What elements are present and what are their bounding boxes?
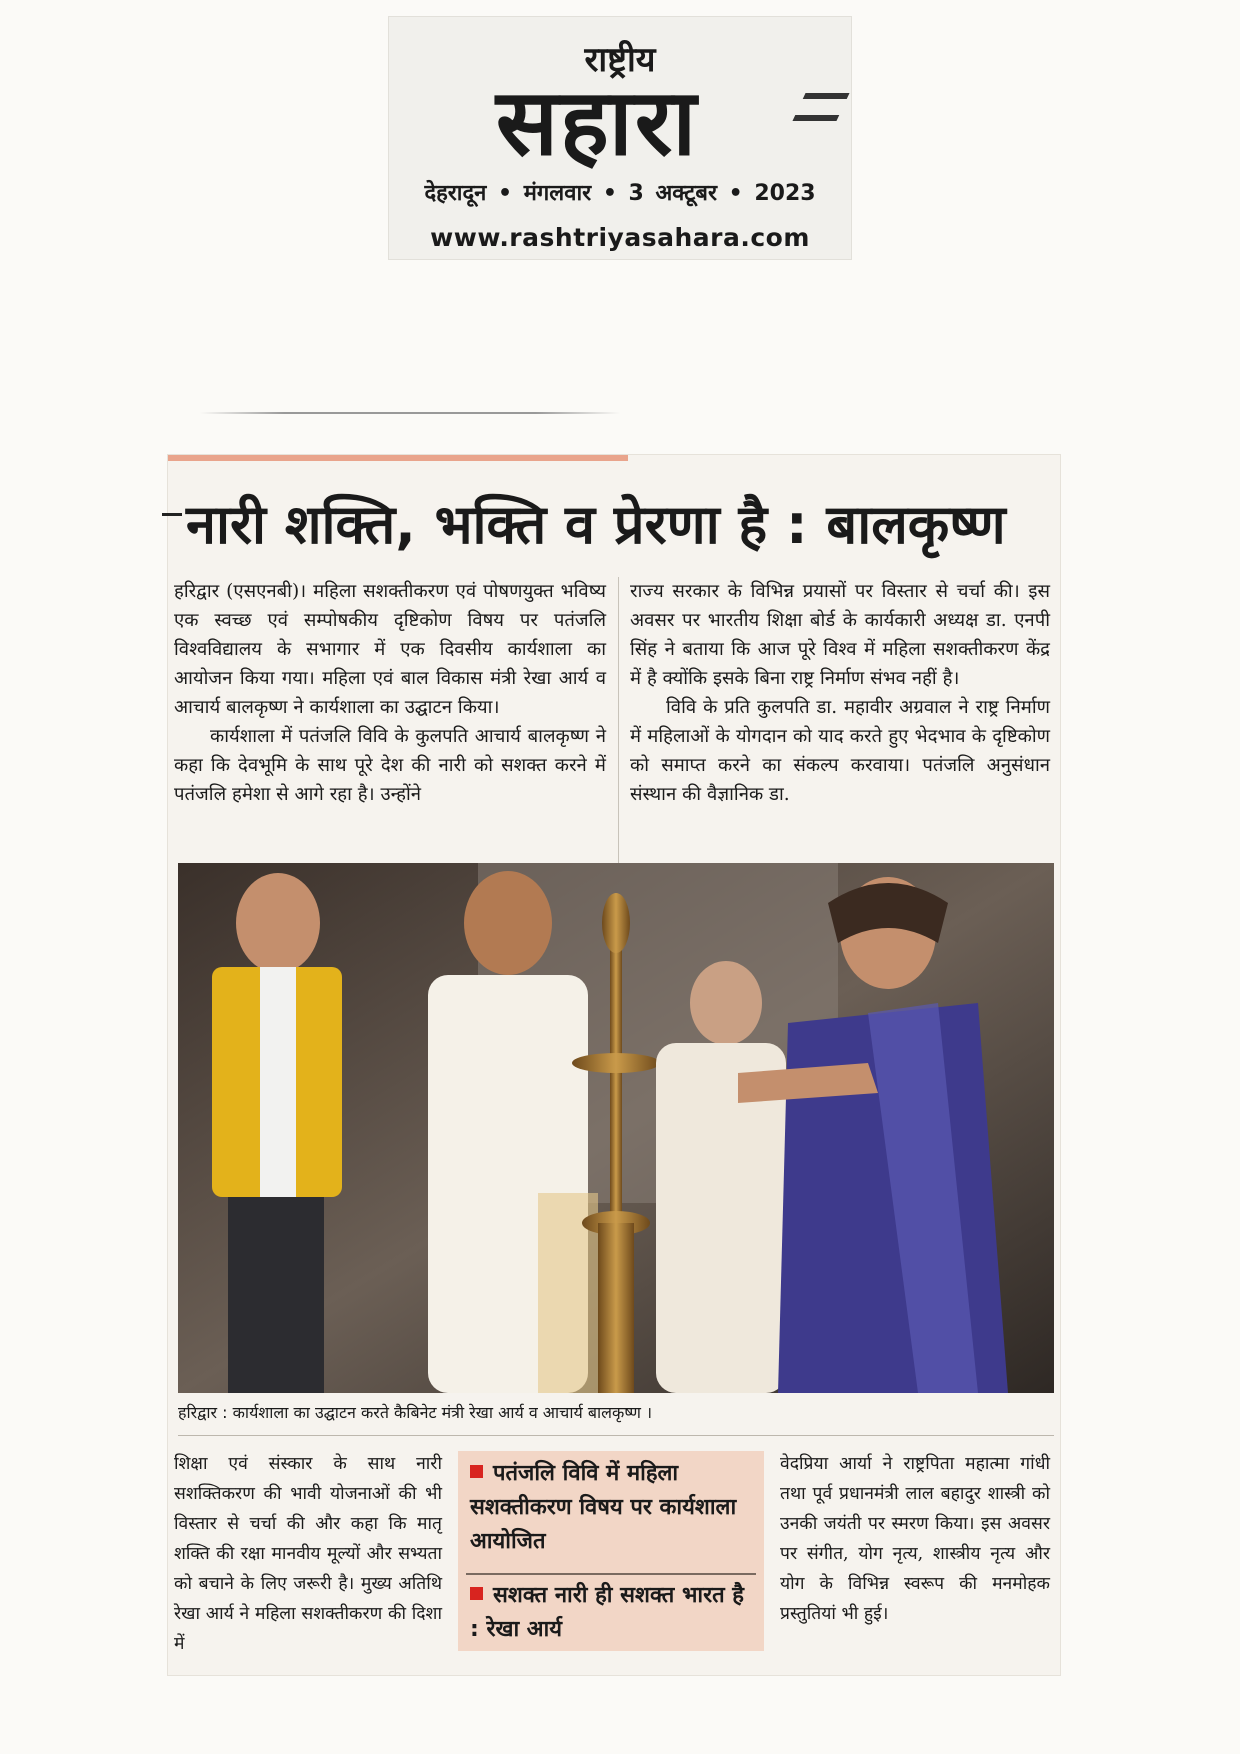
highlight-text: पतंजलि विवि में महिला सशक्तीकरण विषय पर कार्यशाला आयोजित [470, 1461, 737, 1554]
bullet-icon [470, 1465, 483, 1478]
highlight-item [470, 1579, 756, 1647]
paragraph: शिक्षा एवं संस्कार के साथ नारी सशक्तिकरण की भावी योजनाओं की भी विस्तार से चर्चा की और कहा कि मातृ शक्ति की रक्षा मानवीय मूल्यों और सभ्यता को बचाने के लिए जरूरी है। मुख्य अतिथि रेखा आर्य ने महिला सशक्तीकरण की दिशा में [174, 1454, 442, 1654]
divider [200, 412, 620, 414]
paragraph: हरिद्वार (एसएनबी)। महिला सशक्तीकरण एवं पोषणयुक्त भविष्य एक स्वच्छ एवं सम्पोषकीय दृष्टिकोण विषय पर पतंजलि विश्वविद्यालय के सभागार में एक दिवसीय कार्यशाला का आयोजन किया गया। महिला एवं बाल विकास मंत्री रेखा आर्य व आचार्य बालकृष्ण ने कार्यशाला का उद्घाटन किया। [174, 581, 606, 718]
masthead-wing-icon [792, 93, 849, 121]
clipping-torn-edge [168, 455, 628, 461]
paragraph: वेदप्रिया आर्या ने राष्ट्रपिता महात्मा गांधी तथा पूर्व प्रधानमंत्री लाल बहादुर शास्त्री को उनकी जयंती पर स्मरण किया। इस अवसर पर संगीत, योग नृत्य, शास्त्रीय नृत्य और योग के विभिन्न स्वरूप की मनमोहक प्रस्तुतियां भी हुई। [780, 1454, 1050, 1624]
paragraph: कार्यशाला में पतंजलि विवि के कुलपति आचार्य बालकृष्ण ने कहा कि देवभूमि के साथ पूरे देश की नारी को सशक्त करने में पतंजलि हमेशा से आगे रहा है। उन्होंने [174, 726, 606, 805]
divider [466, 1573, 756, 1575]
article-column-2 [630, 577, 1050, 809]
paragraph: राज्य सरकार के विभिन्न प्रयासों पर विस्तार से चर्चा की। इस अवसर पर भारतीय शिक्षा बोर्ड के कार्यकारी अध्यक्ष डा. एनपी सिंह ने बताया कि आज पूरे विश्व में महिला सशक्तीकरण केंद्र में है क्योंकि इसके बिना राष्ट्र निर्माण संभव नहीं है। [630, 581, 1050, 689]
article-column-4 [780, 1449, 1050, 1629]
highlight-text: सशक्त नारी ही सशक्त भारत है : रेखा आर्य [470, 1583, 744, 1642]
masthead-name-big: सहारा [495, 69, 699, 176]
headline-mark [162, 513, 182, 516]
masthead-name-small: राष्ट्रीय [584, 40, 656, 80]
bullet-icon [470, 1587, 483, 1600]
masthead-dateline: देहरादून • मंगलवार • 3 अक्टूबर • 2023 [424, 181, 816, 206]
article-clipping [168, 455, 1060, 1675]
photo-caption: हरिद्वार : कार्यशाला का उद्घाटन करते कैबिनेट मंत्री रेखा आर्य व आचार्य बालकृष्ण । [178, 1403, 653, 1422]
newspaper-masthead [388, 16, 852, 260]
masthead-website: www.rashtriyasahara.com [430, 223, 810, 252]
highlight-item [470, 1457, 756, 1559]
article-column-1 [174, 577, 606, 809]
article-column-3 [174, 1449, 442, 1659]
article-photo [178, 863, 1054, 1393]
photo-lamp-lighting-ceremony [178, 863, 1054, 1393]
highlight-box [458, 1451, 764, 1651]
paragraph: विवि के प्रति कुलपति डा. महावीर अग्रवाल ने राष्ट्र निर्माण में महिलाओं के योगदान को याद करते हुए भेदभाव के दृष्टिकोण को समाप्त करने का संकल्प करवाया। पतंजलि अनुसंधान संस्थान की वैज्ञानिक डा. [630, 697, 1050, 805]
article-headline: नारी शक्ति, भक्ति व प्रेरणा है : बालकृष्ण [186, 493, 1006, 556]
divider [178, 1435, 1054, 1436]
